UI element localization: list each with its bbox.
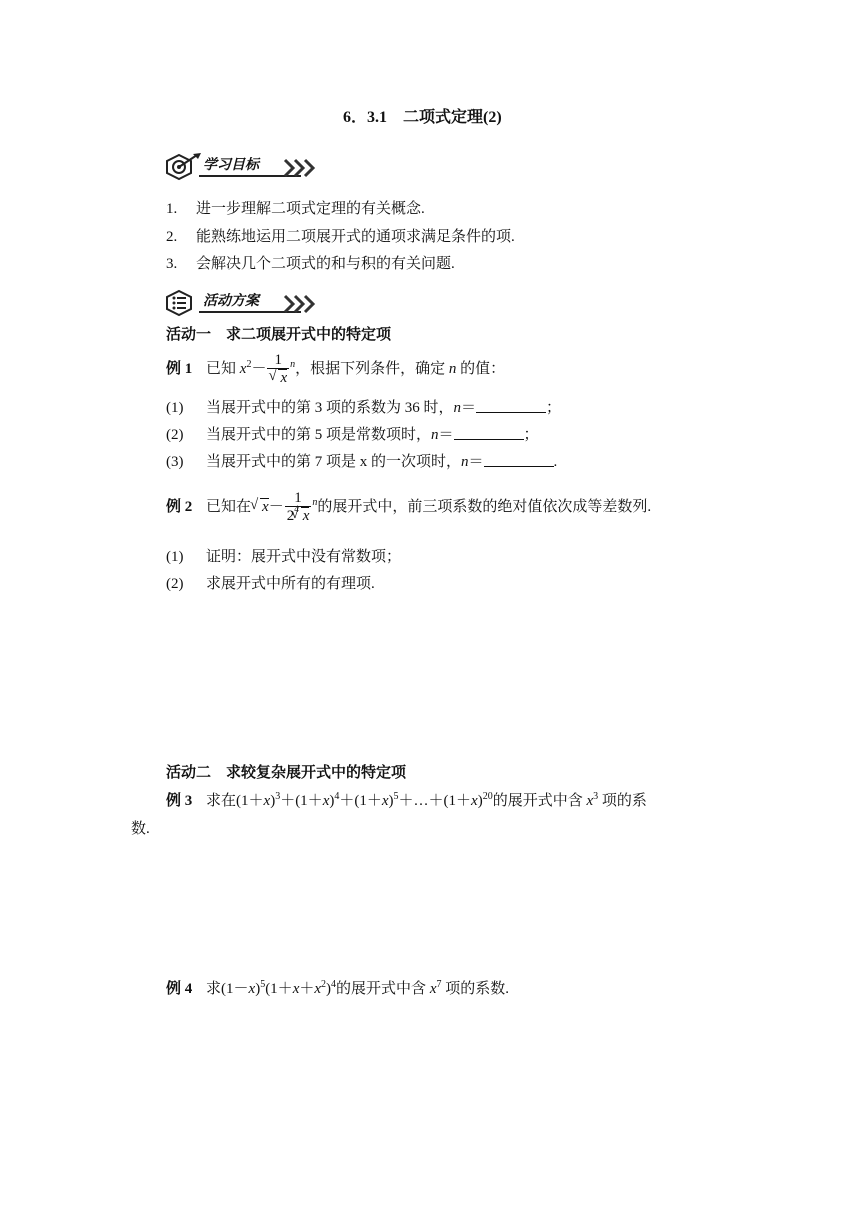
page-title: 6．3.1 二项式定理(2) <box>343 109 502 126</box>
objective-text: 能熟练地运用二项展开式的通项求满足条件的项. <box>196 229 515 245</box>
item-num: (1) <box>166 549 184 565</box>
target-icon <box>163 153 203 181</box>
example2-item <box>166 574 375 594</box>
example2-post: 的展开式中，前三项系数的绝对值依次成等差数列. <box>317 499 652 515</box>
item-num: (2) <box>166 576 184 592</box>
activities-label: 活动方案 <box>203 293 259 309</box>
example3-post2: 项的系 <box>598 793 647 809</box>
item-num: (2) <box>166 427 184 443</box>
objective-num: 2. <box>166 229 178 245</box>
example1-stem: 例 1 已知 $x^2-$ 1 √ x $^n$，根据下列条件，确定 n 的值： <box>166 350 505 388</box>
objective-item <box>166 227 515 247</box>
example4-post: 的展开式中含 <box>336 981 430 997</box>
objective-text: 会解决几个二项式的和与积的有关问题. <box>196 256 455 272</box>
example2-pre: 已知在 <box>206 499 252 515</box>
answer-blank[interactable] <box>484 452 554 467</box>
example1-label: 例 1 <box>166 361 193 377</box>
example4-pre: 求 <box>206 981 222 997</box>
activities-banner <box>163 289 323 315</box>
example3-continued: 数. <box>131 821 150 837</box>
example3-post: 的展开式中含 <box>492 793 587 809</box>
answer-blank[interactable] <box>476 398 546 413</box>
objectives-label: 学习目标 <box>203 157 259 173</box>
example1-post: ，根据下列条件，确定 <box>295 361 449 377</box>
answer-blank[interactable] <box>454 425 524 440</box>
objective-item <box>166 254 455 274</box>
example4-stem: 例 4 求$(1-x)^5(1+x+x^2)^4$的展开式中含 $x^7$ 项的系数. <box>166 979 509 997</box>
example3-label: 例 3 <box>166 793 193 809</box>
item-text: 求展开式中所有的有理项. <box>206 576 375 592</box>
example2-label: 例 2 <box>166 499 193 515</box>
list-icon <box>163 289 203 317</box>
activity1-title: 活动一 求二项展开式中的特定项 <box>166 327 392 343</box>
objective-num: 3. <box>166 256 178 272</box>
objective-item <box>166 199 425 219</box>
activity2-title: 活动二 求较复杂展开式中的特定项 <box>166 765 407 781</box>
fraction-numerator: 1 <box>274 352 283 369</box>
item-text: 当展开式中的第 5 项是常数项时， <box>206 427 432 443</box>
example1-item: (3) 当展开式中的第 7 项是 x 的一次项时，n＝ . <box>166 454 558 470</box>
fraction-numerator: 1 <box>294 490 302 507</box>
item-num: (3) <box>166 454 184 470</box>
example1-pre: 已知 <box>206 361 240 377</box>
objectives-banner <box>163 153 323 179</box>
chevrons-icon <box>283 158 323 178</box>
example2-fraction: $\frac{1}{2^4√ x}$ <box>285 490 312 525</box>
example1-post2: 的值： <box>456 361 506 377</box>
example3-stem: 例 3 求在$(1+x)^3+(1+x)^4+(1+x)^5+\dots+(1+x)^{20}$的展开式中含 $x^3$ 项的系 <box>166 791 647 809</box>
chevrons-icon <box>283 294 323 314</box>
example1-item: (1) 当展开式中的第 3 项的系数为 36 时，n＝ ； <box>166 400 562 416</box>
item-text: 证明：展开式中没有常数项； <box>206 549 402 565</box>
item-end: . <box>553 454 558 470</box>
example1-fraction: 1 √ x <box>267 352 289 387</box>
item-text: 当展开式中的第 3 项的系数为 36 时， <box>206 400 454 416</box>
item-text: 当展开式中的第 7 项是 x 的一次项时， <box>206 454 462 470</box>
var-n: n <box>448 361 457 377</box>
objective-num: 1. <box>166 201 178 217</box>
example2-stem: 例 2 已知在√ x－ $\frac{1}{2^4√ x}$ $^n$的展开式中，前三项系数的绝对值依次成等差数列. <box>166 487 651 527</box>
example4-post2: 项的系数. <box>441 981 509 997</box>
item-num: (1) <box>166 400 184 416</box>
example3-pre: 求在 <box>206 793 237 809</box>
item-end: ； <box>523 427 539 443</box>
objective-text: 进一步理解二项式定理的有关概念. <box>196 201 425 217</box>
item-end: ； <box>546 400 562 416</box>
example1-item: (2) 当展开式中的第 5 项是常数项时，n＝ ； <box>166 427 539 443</box>
example4-label: 例 4 <box>166 981 193 997</box>
example2-item <box>166 547 401 567</box>
